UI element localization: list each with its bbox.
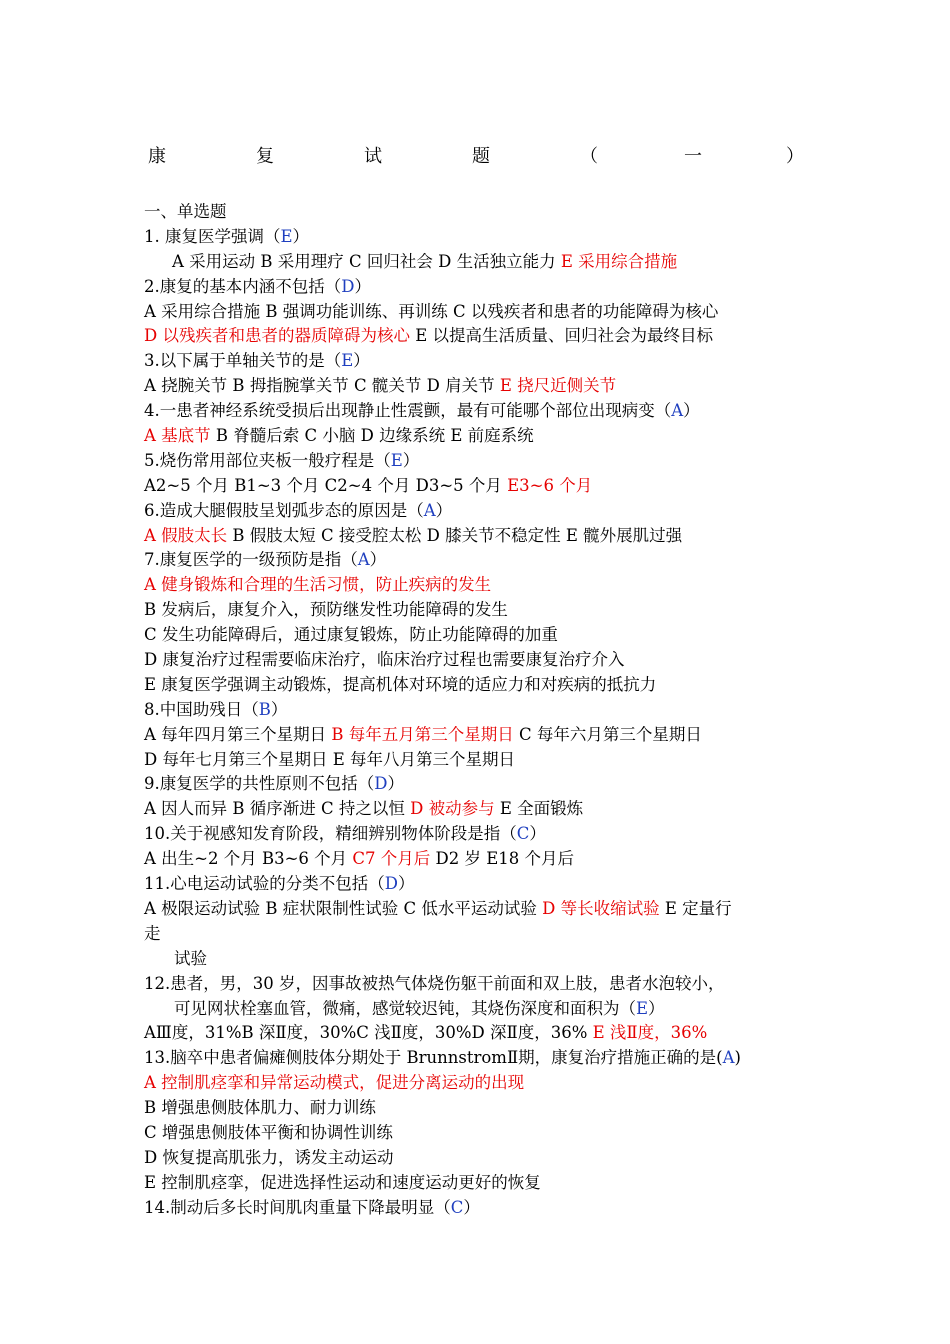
title-char: 一 [684, 146, 702, 167]
correct-option: E 浅Ⅱ度，36% [592, 1023, 708, 1043]
question-7 [144, 548, 814, 573]
options-10 [144, 847, 814, 872]
text-fragment: ） [354, 276, 371, 296]
section-heading: 一、单选题 [144, 202, 227, 221]
option-d: D 康复治疗过程需要临床治疗，临床治疗过程也需要康复治疗介入 [144, 650, 625, 670]
text-fragment: 2.康复的基本内涵不包括（ [144, 276, 342, 296]
text-fragment: A 采用运动 B 采用理疗 C 回归社会 D 生活独立能力 [172, 251, 561, 271]
text-fragment: ） [387, 774, 404, 794]
option-c: C 发生功能障碍后，通过康复锻炼，防止功能障碍的加重 [144, 625, 558, 645]
text-fragment: 10.关于视感知发育阶段，精细辨别物体阶段是指（ [144, 824, 517, 844]
correct-option: A 健身锻炼和合理的生活习惯，防止疾病的发生 [144, 575, 492, 595]
question-4 [144, 399, 814, 424]
text-fragment: ） [683, 401, 700, 421]
correct-option: A 基底节 [144, 426, 211, 446]
text-fragment: 7.康复医学的一级预防是指（ [144, 550, 358, 570]
text-fragment: A2~5 个月 B1~3 个月 C2~4 个月 D3~5 个月 [144, 475, 508, 495]
options-12 [144, 1021, 814, 1046]
question-12: 12.患者，男，30 岁，因事故被热气体烧伤躯干前面和双上肢，患者水泡较小， [144, 973, 725, 993]
text-fragment: 8.中国助残日（ [144, 699, 259, 719]
text-fragment: ） [435, 500, 453, 520]
question-3 [144, 349, 814, 374]
page-title [148, 144, 802, 172]
correct-option: A 假肢太长 [144, 525, 228, 545]
text-fragment: ） [529, 824, 546, 844]
answer-key: B [258, 699, 271, 719]
title-char: 题 [472, 146, 490, 167]
text-fragment: 13.脑卒中患者偏瘫侧肢体分期处于 BrunnstromⅡ期，康复治疗措施正确的是( [144, 1048, 723, 1068]
correct-option: E3~6 个月 [507, 475, 593, 495]
text-fragment: AⅢ度，31%B 深Ⅱ度，30%C 浅Ⅱ度，30%D 深Ⅱ度，36% [144, 1023, 593, 1043]
option-e: E 康复医学强调主动锻炼，提高机体对环境的适应力和对疾病的抵抗力 [144, 674, 657, 694]
text-fragment: ） [463, 1197, 480, 1217]
correct-option: D 以残疾者和患者的器质障碍为核心 [144, 326, 410, 346]
text-fragment: ） [292, 226, 310, 246]
options-11-cont: 试验 [174, 948, 207, 968]
text-fragment: 3.以下属于单轴关节的是（ [144, 351, 342, 371]
correct-option: C7 个月后 [352, 849, 431, 869]
title-char: 康 [148, 146, 166, 167]
options-2a: A 采用综合措施 B 强调功能训练、再训练 C 以残疾者和患者的功能障碍为核心 [144, 301, 719, 321]
answer-key: E [636, 998, 649, 1018]
option-c: C 增强患侧肢体平衡和协调性训练 [144, 1122, 393, 1142]
title-char: （ [580, 146, 598, 167]
answer-key: E [390, 450, 403, 470]
title-char: 复 [256, 146, 274, 167]
text-fragment: ） [369, 550, 387, 570]
question-list [144, 200, 814, 1221]
text-fragment: 11.心电运动试验的分类不包括（ [144, 874, 385, 894]
text-fragment: A 挠腕关节 B 拇指腕掌关节 C 髋关节 D 肩关节 [144, 376, 500, 396]
text-fragment: 14.制动后多长时间肌肉重量下降最明显（ [144, 1197, 451, 1217]
options-1 [144, 250, 814, 275]
text-fragment: B 脊髓后索 C 小脑 D 边缘系统 E 前庭系统 [210, 426, 534, 446]
text-fragment: 可见网状栓塞血管，微痛，感觉较迟钝，其烧伤深度和面积为（ [174, 998, 636, 1018]
options-3 [144, 374, 814, 399]
question-13 [144, 1046, 814, 1071]
question-8 [144, 698, 814, 723]
answer-key: D [341, 276, 355, 296]
answer-key: C [516, 824, 530, 844]
option-b: B 增强患侧肢体肌力、耐力训练 [144, 1098, 376, 1118]
text-fragment: ） [270, 699, 288, 719]
question-14 [144, 1196, 814, 1221]
text-fragment: ） [402, 450, 420, 470]
text-fragment: ） [353, 351, 370, 371]
text-fragment: 1. 康复医学强调（ [144, 226, 281, 246]
question-2 [144, 275, 814, 300]
options-6 [144, 524, 814, 549]
text-fragment: A 极限运动试验 B 症状限制性试验 C 低水平运动试验 [144, 898, 543, 918]
question-9 [144, 772, 814, 797]
options-11 [144, 897, 814, 922]
text-fragment: ） [648, 998, 665, 1018]
question-11 [144, 872, 814, 897]
options-4 [144, 424, 814, 449]
answer-key: E [280, 226, 293, 246]
text-fragment: 4.一患者神经系统受损后出现静止性震颤，最有可能哪个部位出现病变（ [144, 401, 672, 421]
options-5 [144, 474, 814, 499]
options-8a [144, 723, 814, 748]
correct-option: E 挠尺近侧关节 [499, 376, 617, 396]
text-fragment: C 每年六月第三个星期日 [513, 724, 702, 744]
answer-key: E [341, 351, 354, 371]
text-fragment: ) [734, 1048, 741, 1068]
text-fragment: 9.康复医学的共性原则不包括（ [144, 774, 375, 794]
question-5 [144, 449, 814, 474]
title-char: 试 [364, 146, 382, 167]
text-fragment: A 出生~2 个月 B3~6 个月 [144, 849, 353, 869]
correct-option: E 采用综合措施 [560, 251, 678, 271]
question-10 [144, 822, 814, 847]
text-fragment: A 每年四月第三个星期日 [144, 724, 332, 744]
option-e: E 控制肌痉挛，促进选择性运动和速度运动更好的恢复 [144, 1172, 541, 1192]
options-9 [144, 797, 814, 822]
answer-key: A [423, 500, 436, 520]
correct-option: A 控制肌痉挛和异常运动模式，促进分离运动的出现 [144, 1073, 525, 1093]
correct-option: D 被动参与 [410, 799, 495, 819]
correct-option: D 等长收缩试验 [542, 898, 660, 918]
option-d: D 恢复提高肌张力，诱发主动运动 [144, 1147, 394, 1167]
correct-option: B 每年五月第三个星期日 [331, 724, 514, 744]
text-fragment: D2 岁 E18 个月后 [430, 849, 575, 869]
option-b: B 发病后，康复介入，预防继发性功能障碍的发生 [144, 600, 508, 620]
answer-key: A [357, 550, 370, 570]
title-char: ） [786, 146, 804, 167]
text-fragment: 5.烧伤常用部位夹板一般疗程是（ [144, 450, 391, 470]
text-fragment: B 假肢太短 C 接受腔太松 D 膝关节不稳定性 E 髋外展肌过强 [227, 525, 683, 545]
question-12-cont [144, 997, 814, 1022]
answer-key: C [450, 1197, 464, 1217]
text-fragment: E 以提高生活质量、回归社会为最终目标 [409, 326, 714, 346]
text-fragment: ） [397, 874, 415, 894]
question-1 [144, 225, 814, 250]
answer-key: D [374, 774, 388, 794]
answer-key: A [722, 1048, 735, 1068]
options-8b: D 每年七月第三个星期日 E 每年八月第三个星期日 [144, 749, 516, 769]
answer-key: A [671, 401, 684, 421]
text-fragment: E 全面锻炼 [494, 799, 584, 819]
answer-key: D [384, 874, 398, 894]
text-fragment: E 定量行 [659, 898, 732, 918]
options-11-wrap: 走 [144, 923, 161, 943]
question-6 [144, 499, 814, 524]
options-2b [144, 324, 814, 349]
text-fragment: 6.造成大腿假肢呈划弧步态的原因是（ [144, 500, 424, 520]
text-fragment: A 因人而异 B 循序渐进 C 持之以恒 [144, 799, 411, 819]
